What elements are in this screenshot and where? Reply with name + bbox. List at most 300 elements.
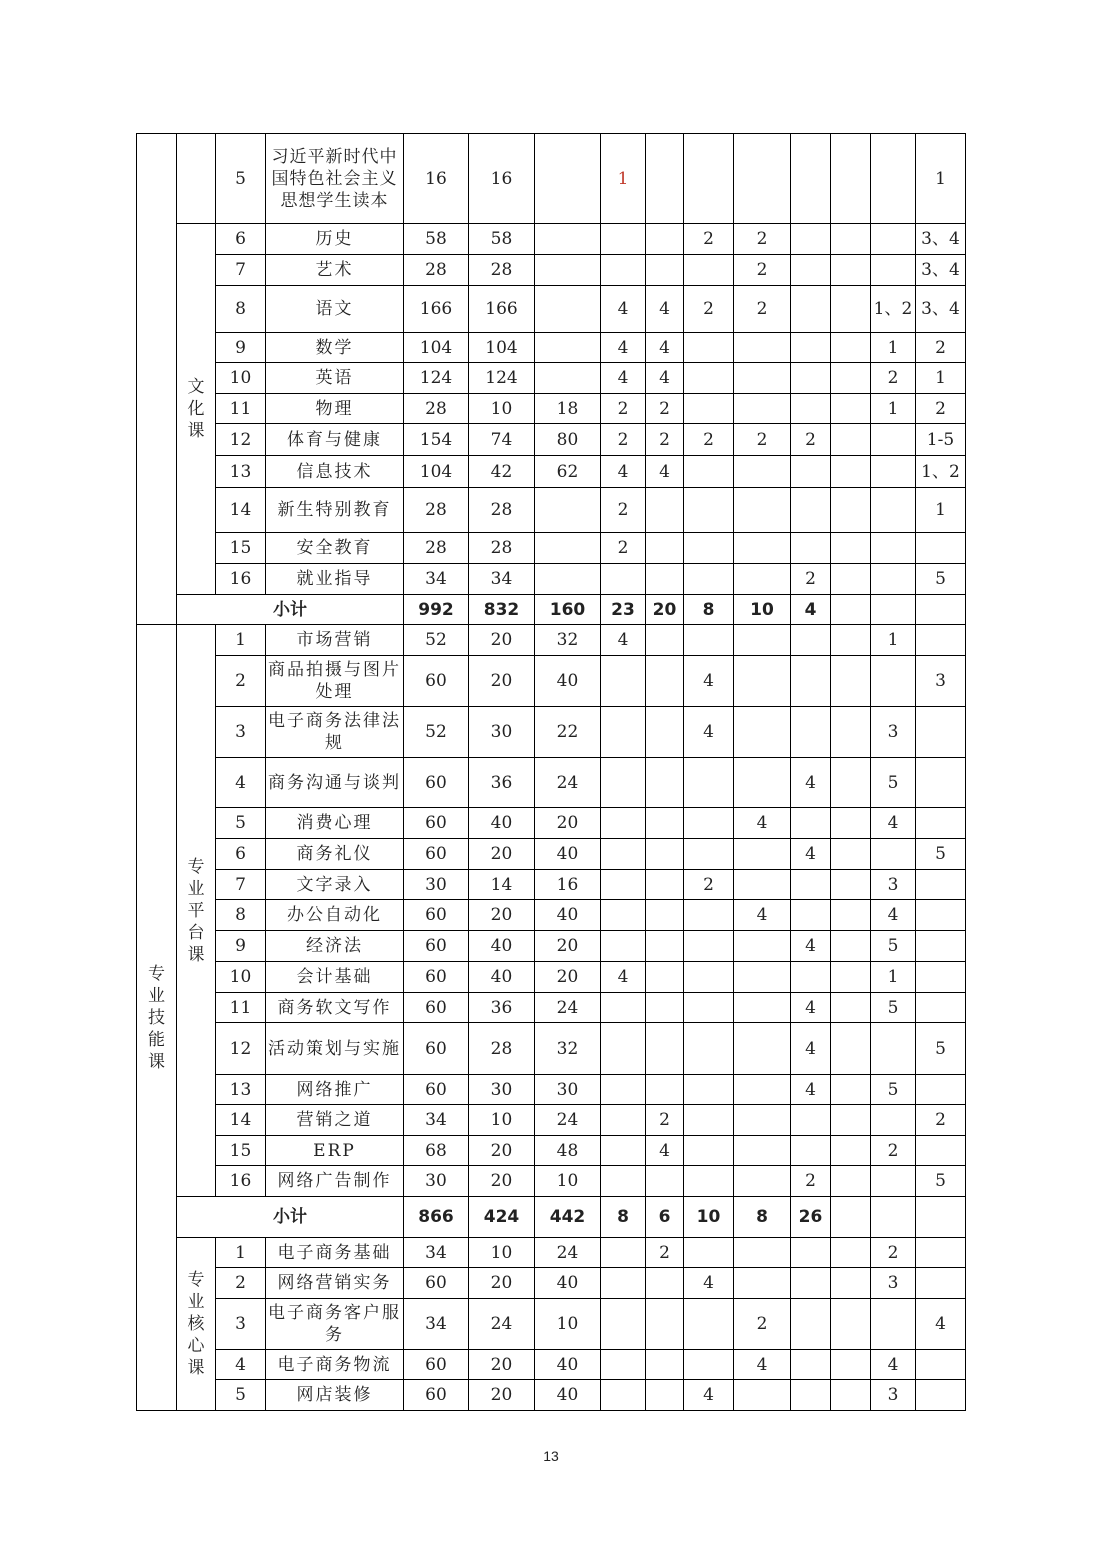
cell-s6: [831, 394, 871, 424]
cell-s4: [734, 333, 791, 363]
cell-theory: 166: [469, 286, 535, 333]
cell-check: 3: [916, 656, 966, 707]
cell-total: 16: [404, 134, 469, 224]
cell-exam: 1、2: [871, 286, 916, 333]
cell-check: [916, 993, 966, 1023]
cell-check: 5: [916, 564, 966, 595]
cell-exam: 4: [871, 900, 916, 931]
cell-s5: [791, 1380, 831, 1411]
course-name: 电子商务法律法规: [266, 707, 404, 758]
cell-s1: 4: [601, 286, 646, 333]
cell-s4: [734, 1380, 791, 1411]
cell-s5: [791, 255, 831, 286]
cell-s2: [646, 870, 684, 900]
table-row: [137, 1075, 966, 1105]
cell-s3: [684, 333, 734, 363]
cell-check: [916, 1380, 966, 1411]
course-number: 15: [216, 533, 266, 564]
cell-theory: 104: [469, 333, 535, 363]
course-number: 7: [216, 255, 266, 286]
cell-s1: [601, 224, 646, 255]
cell-s3: [684, 993, 734, 1023]
cell-check: [916, 533, 966, 564]
cell-s3: [684, 394, 734, 424]
cell-s5: [791, 1268, 831, 1299]
cell-s4: [734, 564, 791, 595]
cell-s5: [791, 456, 831, 488]
cell-s3: [684, 456, 734, 488]
cell-s5: [791, 1350, 831, 1380]
cell-s3: [684, 1299, 734, 1350]
course-name: 网络营销实务: [266, 1268, 404, 1299]
course-name: 语文: [266, 286, 404, 333]
cell-s4: [734, 870, 791, 900]
cell-s3: [684, 1136, 734, 1166]
cell-check: 1: [916, 363, 966, 394]
cell-check: 2: [916, 333, 966, 363]
cell-s1: [601, 1268, 646, 1299]
table-row: [137, 993, 966, 1023]
cell-s1: [601, 564, 646, 595]
cell-practice: [535, 564, 601, 595]
cell-exam: [871, 839, 916, 870]
cell-s3: [684, 134, 734, 224]
cell-check: 1、2: [916, 456, 966, 488]
cell-theory: 36: [469, 758, 535, 808]
cell-s2: [646, 808, 684, 839]
cell-s2: [646, 707, 684, 758]
cell-s2: [646, 255, 684, 286]
cell-total: 104: [404, 456, 469, 488]
cell-total: 28: [404, 394, 469, 424]
cell-theory: 20: [469, 656, 535, 707]
cell-practice: [535, 134, 601, 224]
cell-s5: [791, 962, 831, 993]
table-row: [137, 707, 966, 758]
cell-s6: [831, 931, 871, 962]
table-row: [137, 134, 966, 224]
course-name: 安全教育: [266, 533, 404, 564]
cell-s5: 4: [791, 758, 831, 808]
cell-practice: 40: [535, 1350, 601, 1380]
cell-theory: 10: [469, 1238, 535, 1268]
cell-s2: [646, 993, 684, 1023]
course-name: 电子商务物流: [266, 1350, 404, 1380]
cell-total: 60: [404, 1350, 469, 1380]
cell-s6: [831, 1166, 871, 1197]
cell-theory: 10: [469, 394, 535, 424]
cell-theory: 28: [469, 488, 535, 533]
cell-total: 34: [404, 1299, 469, 1350]
subtotal-label: 小计: [177, 595, 404, 625]
cell-s2: [646, 758, 684, 808]
cell-s4: [734, 1136, 791, 1166]
cell-s5: [791, 1136, 831, 1166]
cell-s3: 2: [684, 224, 734, 255]
cell-s6: [831, 424, 871, 456]
cell-s3: [684, 1166, 734, 1197]
subtotal-s1: 8: [601, 1197, 646, 1238]
course-number: 2: [216, 1268, 266, 1299]
cell-exam: [871, 564, 916, 595]
cell-practice: 32: [535, 1023, 601, 1075]
cell-check: [916, 758, 966, 808]
cell-s5: [791, 1299, 831, 1350]
table-row: [137, 456, 966, 488]
table-row: [137, 900, 966, 931]
cell-s4: 4: [734, 1350, 791, 1380]
course-name: 就业指导: [266, 564, 404, 595]
course-number: 16: [216, 1166, 266, 1197]
cell-s1: 2: [601, 488, 646, 533]
cell-practice: 20: [535, 808, 601, 839]
cell-s2: [646, 224, 684, 255]
cell-exam: 5: [871, 1075, 916, 1105]
table-row: [137, 870, 966, 900]
cell-practice: 80: [535, 424, 601, 456]
cell-s1: [601, 1023, 646, 1075]
core-group-label: [177, 1238, 216, 1411]
cell-s2: [646, 625, 684, 656]
cell-s3: 4: [684, 1380, 734, 1411]
cell-s5: 2: [791, 424, 831, 456]
cell-theory: 20: [469, 1268, 535, 1299]
subtotal-s4: 8: [734, 1197, 791, 1238]
cell-s6: [831, 333, 871, 363]
cell-theory: 42: [469, 456, 535, 488]
table-row: [137, 758, 966, 808]
course-number: 5: [216, 134, 266, 224]
cell-s6: [831, 625, 871, 656]
cell-s3: 2: [684, 286, 734, 333]
course-number: 6: [216, 839, 266, 870]
cell-s5: [791, 1105, 831, 1136]
course-number: 16: [216, 564, 266, 595]
cell-s5: [791, 533, 831, 564]
course-number: 13: [216, 456, 266, 488]
cell-exam: 1: [871, 394, 916, 424]
cell-s6: [831, 900, 871, 931]
cell-check: 3、4: [916, 255, 966, 286]
cell-s6: [831, 286, 871, 333]
cell-s1: 2: [601, 394, 646, 424]
course-name: 商品拍摄与图片处理: [266, 656, 404, 707]
cell-s1: [601, 1299, 646, 1350]
cell-s2: [646, 1350, 684, 1380]
cell-s4: [734, 758, 791, 808]
cell-total: 52: [404, 625, 469, 656]
cell-exam: 1: [871, 333, 916, 363]
cell-exam: [871, 488, 916, 533]
course-number: 11: [216, 993, 266, 1023]
cell-practice: 30: [535, 1075, 601, 1105]
cell-s6: [831, 656, 871, 707]
cell-s5: 2: [791, 564, 831, 595]
cell-s3: [684, 1023, 734, 1075]
cell-practice: 40: [535, 1268, 601, 1299]
cell-practice: 24: [535, 1105, 601, 1136]
cell-exam: [871, 656, 916, 707]
cell-theory: 20: [469, 1166, 535, 1197]
table-row: [137, 1268, 966, 1299]
cell-s6: [831, 224, 871, 255]
cell-practice: 16: [535, 870, 601, 900]
cell-total: 52: [404, 707, 469, 758]
cell-exam: [871, 255, 916, 286]
cell-check: [916, 1350, 966, 1380]
table-row: [137, 625, 966, 656]
course-name: 艺术: [266, 255, 404, 286]
table-row: [137, 1299, 966, 1350]
cell-s6: [831, 962, 871, 993]
cell-theory: 74: [469, 424, 535, 456]
course-number: 8: [216, 286, 266, 333]
cell-theory: 20: [469, 1136, 535, 1166]
cell-practice: 20: [535, 962, 601, 993]
group-cell-top: [177, 134, 216, 224]
cell-s6: [831, 1350, 871, 1380]
cell-check: 2: [916, 394, 966, 424]
course-name: 信息技术: [266, 456, 404, 488]
cell-total: 68: [404, 1136, 469, 1166]
cell-total: 28: [404, 255, 469, 286]
course-name: 英语: [266, 363, 404, 394]
cell-s3: [684, 1350, 734, 1380]
cell-s2: [646, 564, 684, 595]
cell-s5: [791, 900, 831, 931]
cell-exam: [871, 1166, 916, 1197]
course-name: 经济法: [266, 931, 404, 962]
cell-theory: 24: [469, 1299, 535, 1350]
cell-s5: [791, 333, 831, 363]
cell-s3: [684, 564, 734, 595]
subtotal-s6: [831, 1197, 871, 1238]
cell-s3: [684, 931, 734, 962]
cell-check: [916, 870, 966, 900]
course-number: 8: [216, 900, 266, 931]
cell-s1: [601, 758, 646, 808]
course-number: 10: [216, 363, 266, 394]
cell-s1: 4: [601, 333, 646, 363]
cell-s5: [791, 134, 831, 224]
cell-s1: [601, 1166, 646, 1197]
cell-exam: 2: [871, 1136, 916, 1166]
cell-total: 30: [404, 1166, 469, 1197]
cell-s4: 4: [734, 808, 791, 839]
cell-practice: 40: [535, 900, 601, 931]
cell-exam: [871, 134, 916, 224]
course-name: 消费心理: [266, 808, 404, 839]
cell-theory: 40: [469, 962, 535, 993]
cell-s1: [601, 993, 646, 1023]
cell-s3: [684, 962, 734, 993]
cell-practice: 18: [535, 394, 601, 424]
cell-s4: 2: [734, 424, 791, 456]
skills-group-label: [137, 625, 177, 1411]
cell-s4: [734, 1238, 791, 1268]
cell-exam: 3: [871, 1268, 916, 1299]
cell-exam: [871, 424, 916, 456]
core-group-label-text: 专业核心课: [187, 1270, 205, 1378]
cell-s4: 2: [734, 255, 791, 286]
course-name: ERP: [266, 1136, 404, 1166]
cell-s5: 4: [791, 1023, 831, 1075]
course-name: 市场营销: [266, 625, 404, 656]
cell-s2: [646, 1075, 684, 1105]
cell-theory: 20: [469, 839, 535, 870]
cell-s6: [831, 707, 871, 758]
cell-s4: [734, 1268, 791, 1299]
cell-s6: [831, 456, 871, 488]
cell-s5: [791, 394, 831, 424]
cell-exam: [871, 533, 916, 564]
cell-s5: [791, 224, 831, 255]
cell-s1: [601, 1105, 646, 1136]
cell-s1: [601, 1380, 646, 1411]
cell-total: 60: [404, 656, 469, 707]
course-number: 3: [216, 707, 266, 758]
cell-s1: [601, 931, 646, 962]
cell-check: 2: [916, 1105, 966, 1136]
cell-check: [916, 1075, 966, 1105]
course-name: 电子商务客户服务: [266, 1299, 404, 1350]
table-body: [137, 134, 966, 1411]
subtotal-s2: 20: [646, 595, 684, 625]
table-row: [137, 363, 966, 394]
cell-check: [916, 962, 966, 993]
cell-theory: 28: [469, 1023, 535, 1075]
skills-group-label-text: 专业技能课: [148, 963, 165, 1072]
cell-check: 3、4: [916, 224, 966, 255]
cell-practice: 22: [535, 707, 601, 758]
platform-group-label: [177, 625, 216, 1197]
cell-practice: [535, 333, 601, 363]
cell-total: 60: [404, 962, 469, 993]
subtotal-s1: 23: [601, 595, 646, 625]
cell-s3: [684, 758, 734, 808]
cell-check: 3、4: [916, 286, 966, 333]
subtotal-practice: 442: [535, 1197, 601, 1238]
cell-total: 60: [404, 1023, 469, 1075]
course-number: 9: [216, 333, 266, 363]
cell-s4: [734, 931, 791, 962]
cell-check: [916, 808, 966, 839]
cell-s6: [831, 488, 871, 533]
course-number: 15: [216, 1136, 266, 1166]
subtotal-s2: 6: [646, 1197, 684, 1238]
course-number: 5: [216, 808, 266, 839]
table-row: [137, 931, 966, 962]
cell-check: [916, 707, 966, 758]
course-number: 10: [216, 962, 266, 993]
subtotal-theory: 832: [469, 595, 535, 625]
cell-s6: [831, 758, 871, 808]
course-name: 文字录入: [266, 870, 404, 900]
page-number: 13: [543, 1448, 559, 1464]
cell-s1: 4: [601, 456, 646, 488]
cell-s5: [791, 707, 831, 758]
table-row: [137, 255, 966, 286]
cell-s3: 4: [684, 656, 734, 707]
cell-total: 60: [404, 839, 469, 870]
subtotal-label: 小计: [177, 1197, 404, 1238]
cell-s1: [601, 900, 646, 931]
cell-practice: 10: [535, 1166, 601, 1197]
course-number: 12: [216, 1023, 266, 1075]
cell-s3: [684, 363, 734, 394]
table-row: [137, 808, 966, 839]
cell-s6: [831, 1238, 871, 1268]
cell-s5: [791, 808, 831, 839]
subtotal-s3: 8: [684, 595, 734, 625]
cell-practice: [535, 255, 601, 286]
course-number: 11: [216, 394, 266, 424]
cell-s6: [831, 255, 871, 286]
cell-s4: [734, 488, 791, 533]
cell-s3: [684, 488, 734, 533]
cell-s5: [791, 488, 831, 533]
cell-check: 5: [916, 1023, 966, 1075]
cell-s4: [734, 1075, 791, 1105]
cell-s5: 4: [791, 839, 831, 870]
cell-total: 60: [404, 900, 469, 931]
course-name: 商务沟通与谈判: [266, 758, 404, 808]
subtotal-total: 866: [404, 1197, 469, 1238]
cell-theory: 20: [469, 900, 535, 931]
cell-s1: 1: [601, 134, 646, 224]
course-number: 9: [216, 931, 266, 962]
cell-s4: [734, 394, 791, 424]
table-row: [137, 488, 966, 533]
cell-s2: 4: [646, 333, 684, 363]
cell-s6: [831, 1105, 871, 1136]
cell-practice: [535, 488, 601, 533]
cell-s1: [601, 1238, 646, 1268]
cell-total: 124: [404, 363, 469, 394]
cell-s2: [646, 962, 684, 993]
cell-s5: 2: [791, 1166, 831, 1197]
cell-practice: 20: [535, 931, 601, 962]
cell-s2: [646, 1023, 684, 1075]
cell-s2: 2: [646, 394, 684, 424]
cell-exam: 5: [871, 758, 916, 808]
course-name: 商务软文写作: [266, 993, 404, 1023]
outer-group-cell: [137, 134, 177, 625]
cell-s3: [684, 900, 734, 931]
cell-theory: 16: [469, 134, 535, 224]
cell-s3: 2: [684, 870, 734, 900]
table-row: [137, 1105, 966, 1136]
table-row: [137, 533, 966, 564]
cell-s2: [646, 1299, 684, 1350]
course-number: 4: [216, 758, 266, 808]
subtotal-practice: 160: [535, 595, 601, 625]
cell-s1: 2: [601, 533, 646, 564]
table-row: [137, 656, 966, 707]
subtotal-row: [137, 1197, 966, 1238]
cell-s2: [646, 900, 684, 931]
cell-s3: 4: [684, 1268, 734, 1299]
course-number: 1: [216, 625, 266, 656]
cell-s1: [601, 1075, 646, 1105]
cell-s6: [831, 1268, 871, 1299]
cell-s5: [791, 656, 831, 707]
cell-s6: [831, 134, 871, 224]
cell-s5: [791, 870, 831, 900]
cell-s3: [684, 808, 734, 839]
cell-practice: 10: [535, 1299, 601, 1350]
course-name: 办公自动化: [266, 900, 404, 931]
